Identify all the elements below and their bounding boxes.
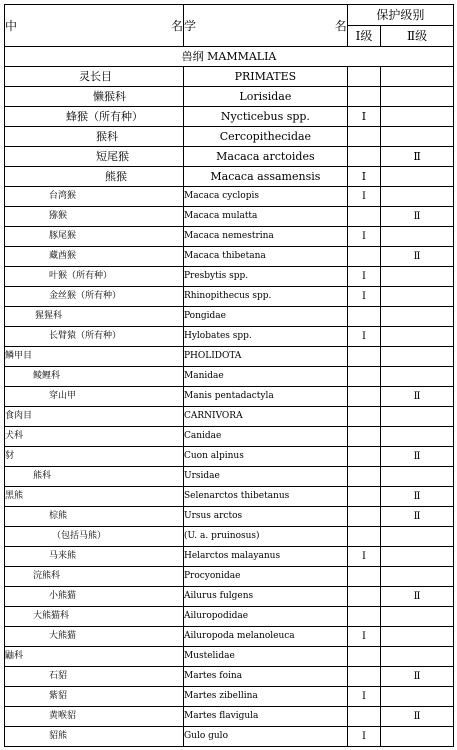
level-2-cell <box>381 327 454 347</box>
level-1-cell <box>347 67 380 87</box>
table-row <box>5 327 454 347</box>
level-1-cell <box>347 367 380 387</box>
chinese-name-cell: 猴科 <box>5 127 184 147</box>
chinese-name-cell: 灵长目 <box>5 67 184 87</box>
table-row <box>5 527 454 547</box>
scientific-name-cell: Macaca cyclopis <box>183 187 347 207</box>
chinese-name-cell: 小熊猫 <box>5 587 184 607</box>
header-chinese-name: 中名 <box>5 5 184 47</box>
table-row <box>5 87 454 107</box>
scientific-name-cell: Procyonidae <box>183 567 347 587</box>
scientific-name-cell: Rhinopithecus spp. <box>183 287 347 307</box>
level-2-cell: Ⅱ <box>381 207 454 227</box>
table-row <box>5 347 454 367</box>
scientific-name-cell: PHOLIDOTA <box>183 347 347 367</box>
scientific-name-cell: Ursidae <box>183 467 347 487</box>
table-row <box>5 407 454 427</box>
level-1-cell <box>347 87 380 107</box>
scientific-name-cell: Lorisidae <box>183 87 347 107</box>
table-row <box>5 167 454 187</box>
chinese-name-cell: 貂熊 <box>5 727 184 747</box>
class-row <box>5 47 454 67</box>
table-row <box>5 667 454 687</box>
level-1-cell <box>347 587 380 607</box>
level-2-cell: Ⅱ <box>381 587 454 607</box>
table-row <box>5 67 454 87</box>
level-1-cell <box>347 467 380 487</box>
level-1-cell <box>347 667 380 687</box>
chinese-name-cell: 藏酋猴 <box>5 247 184 267</box>
table-row <box>5 627 454 647</box>
level-1-cell: Ⅰ <box>347 107 380 127</box>
scientific-name-cell: Gulo gulo <box>183 727 347 747</box>
level-2-cell <box>381 687 454 707</box>
chinese-name-cell: 豺 <box>5 447 184 467</box>
level-2-cell <box>381 427 454 447</box>
scientific-name-cell: Martes foina <box>183 667 347 687</box>
header-scientific-name: 学名 <box>183 5 347 47</box>
level-1-cell: Ⅰ <box>347 287 380 307</box>
level-1-cell: Ⅰ <box>347 327 380 347</box>
chinese-name-cell: 穿山甲 <box>5 387 184 407</box>
scientific-name-cell: Macaca assamensis <box>183 167 347 187</box>
level-1-cell <box>347 707 380 727</box>
level-2-cell <box>381 307 454 327</box>
level-2-cell <box>381 727 454 747</box>
level-2-cell <box>381 647 454 667</box>
level-1-cell <box>347 647 380 667</box>
level-1-cell <box>347 407 380 427</box>
table-row <box>5 727 454 747</box>
level-2-cell: Ⅱ <box>381 667 454 687</box>
level-2-cell <box>381 627 454 647</box>
table-row <box>5 487 454 507</box>
table-row <box>5 227 454 247</box>
level-1-cell: Ⅰ <box>347 267 380 287</box>
level-1-cell <box>347 127 380 147</box>
scientific-name-cell: Hylobates spp. <box>183 327 347 347</box>
level-1-cell <box>347 487 380 507</box>
table-row <box>5 387 454 407</box>
level-1-cell <box>347 147 380 167</box>
level-2-cell <box>381 407 454 427</box>
table-row <box>5 447 454 467</box>
level-2-cell <box>381 607 454 627</box>
scientific-name-cell: Cercopithecidae <box>183 127 347 147</box>
chinese-name-cell: 豚尾猴 <box>5 227 184 247</box>
scientific-name-cell: Macaca arctoides <box>183 147 347 167</box>
level-2-cell <box>381 567 454 587</box>
scientific-name-cell: PRIMATES <box>183 67 347 87</box>
chinese-name-cell: （包括马熊） <box>5 527 184 547</box>
table-row <box>5 707 454 727</box>
table-row <box>5 287 454 307</box>
level-2-cell: Ⅱ <box>381 487 454 507</box>
scientific-name-cell: Manidae <box>183 367 347 387</box>
level-2-cell <box>381 187 454 207</box>
level-2-cell <box>381 227 454 247</box>
species-protection-table <box>4 4 454 747</box>
level-2-cell <box>381 107 454 127</box>
table-row <box>5 367 454 387</box>
class-label: 兽纲 MAMMALIA <box>5 47 454 67</box>
level-1-cell: Ⅰ <box>347 227 380 247</box>
chinese-name-cell: 鳞甲目 <box>5 347 184 367</box>
scientific-name-cell: Ailurus fulgens <box>183 587 347 607</box>
scientific-name-cell: Macaca nemestrina <box>183 227 347 247</box>
level-2-cell: Ⅱ <box>381 707 454 727</box>
level-1-cell <box>347 447 380 467</box>
level-2-cell <box>381 127 454 147</box>
scientific-name-cell: Presbytis spp. <box>183 267 347 287</box>
chinese-name-cell: 台湾猴 <box>5 187 184 207</box>
table-row <box>5 567 454 587</box>
chinese-name-cell: 鼬科 <box>5 647 184 667</box>
level-2-cell: Ⅱ <box>381 447 454 467</box>
chinese-name-cell: 大熊猫 <box>5 627 184 647</box>
level-1-cell <box>347 607 380 627</box>
scientific-name-cell: Selenarctos thibetanus <box>183 487 347 507</box>
level-2-cell <box>381 367 454 387</box>
scientific-name-cell: Cuon alpinus <box>183 447 347 467</box>
scientific-name-cell: Manis pentadactyla <box>183 387 347 407</box>
level-2-cell <box>381 527 454 547</box>
level-2-cell <box>381 167 454 187</box>
table-row <box>5 267 454 287</box>
chinese-name-cell: 蜂猴（所有种） <box>5 107 184 127</box>
table-row <box>5 687 454 707</box>
level-2-cell: Ⅱ <box>381 507 454 527</box>
table-row <box>5 147 454 167</box>
chinese-name-cell: 金丝猴（所有种） <box>5 287 184 307</box>
chinese-name-cell: 石貂 <box>5 667 184 687</box>
table-row <box>5 587 454 607</box>
level-2-cell <box>381 87 454 107</box>
chinese-name-cell: 食肉目 <box>5 407 184 427</box>
chinese-name-cell: 长臂猿（所有种） <box>5 327 184 347</box>
scientific-name-cell: Ursus arctos <box>183 507 347 527</box>
header-row <box>5 5 454 26</box>
level-2-cell <box>381 547 454 567</box>
scientific-name-cell: Pongidae <box>183 307 347 327</box>
header-level-1: Ⅰ级 <box>347 26 380 47</box>
level-1-cell: Ⅰ <box>347 187 380 207</box>
level-1-cell: Ⅰ <box>347 167 380 187</box>
level-1-cell <box>347 387 380 407</box>
chinese-name-cell: 犬科 <box>5 427 184 447</box>
table-row <box>5 187 454 207</box>
chinese-name-cell: 熊科 <box>5 467 184 487</box>
chinese-name-cell: 黄喉貂 <box>5 707 184 727</box>
header-protection-level: 保护级别 <box>347 5 453 26</box>
level-2-cell: Ⅱ <box>381 247 454 267</box>
level-2-cell <box>381 67 454 87</box>
level-1-cell <box>347 527 380 547</box>
level-1-cell <box>347 247 380 267</box>
level-1-cell <box>347 567 380 587</box>
scientific-name-cell: Nycticebus spp. <box>183 107 347 127</box>
scientific-name-cell: Ailuropoda melanoleuca <box>183 627 347 647</box>
scientific-name-cell: Martes flavigula <box>183 707 347 727</box>
table-row <box>5 547 454 567</box>
table-row <box>5 107 454 127</box>
level-1-cell <box>347 427 380 447</box>
level-2-cell: Ⅱ <box>381 387 454 407</box>
scientific-name-cell: Mustelidae <box>183 647 347 667</box>
table-row <box>5 247 454 267</box>
table-row <box>5 427 454 447</box>
level-2-cell: Ⅱ <box>381 147 454 167</box>
header-level-2: Ⅱ级 <box>381 26 454 47</box>
table-row <box>5 507 454 527</box>
table-row <box>5 207 454 227</box>
scientific-name-cell: CARNIVORA <box>183 407 347 427</box>
level-2-cell <box>381 467 454 487</box>
level-1-cell: Ⅰ <box>347 687 380 707</box>
scientific-name-cell: Canidae <box>183 427 347 447</box>
table-row <box>5 467 454 487</box>
level-1-cell: Ⅰ <box>347 627 380 647</box>
chinese-name-cell: 叶猴（所有种） <box>5 267 184 287</box>
chinese-name-cell: 大熊猫科 <box>5 607 184 627</box>
scientific-name-cell: (U. a. pruinosus) <box>183 527 347 547</box>
level-1-cell <box>347 207 380 227</box>
scientific-name-cell: Macaca mulatta <box>183 207 347 227</box>
level-1-cell: Ⅰ <box>347 547 380 567</box>
chinese-name-cell: 马来熊 <box>5 547 184 567</box>
table-row <box>5 307 454 327</box>
level-1-cell <box>347 307 380 327</box>
chinese-name-cell: 懒猴科 <box>5 87 184 107</box>
chinese-name-cell: 紫貂 <box>5 687 184 707</box>
scientific-name-cell: Ailuropodidae <box>183 607 347 627</box>
table-row <box>5 127 454 147</box>
chinese-name-cell: 黑熊 <box>5 487 184 507</box>
table-row <box>5 647 454 667</box>
chinese-name-cell: 熊猴 <box>5 167 184 187</box>
chinese-name-cell: 短尾猴 <box>5 147 184 167</box>
scientific-name-cell: Martes zibellina <box>183 687 347 707</box>
level-2-cell <box>381 287 454 307</box>
chinese-name-cell: 猕猴 <box>5 207 184 227</box>
chinese-name-cell: 浣熊科 <box>5 567 184 587</box>
chinese-name-cell: 猩猩科 <box>5 307 184 327</box>
scientific-name-cell: Macaca thibetana <box>183 247 347 267</box>
table-row <box>5 607 454 627</box>
level-1-cell <box>347 507 380 527</box>
scientific-name-cell: Helarctos malayanus <box>183 547 347 567</box>
chinese-name-cell: 鲮鲤科 <box>5 367 184 387</box>
level-1-cell: Ⅰ <box>347 727 380 747</box>
level-2-cell <box>381 267 454 287</box>
level-1-cell <box>347 347 380 367</box>
level-2-cell <box>381 347 454 367</box>
chinese-name-cell: 棕熊 <box>5 507 184 527</box>
